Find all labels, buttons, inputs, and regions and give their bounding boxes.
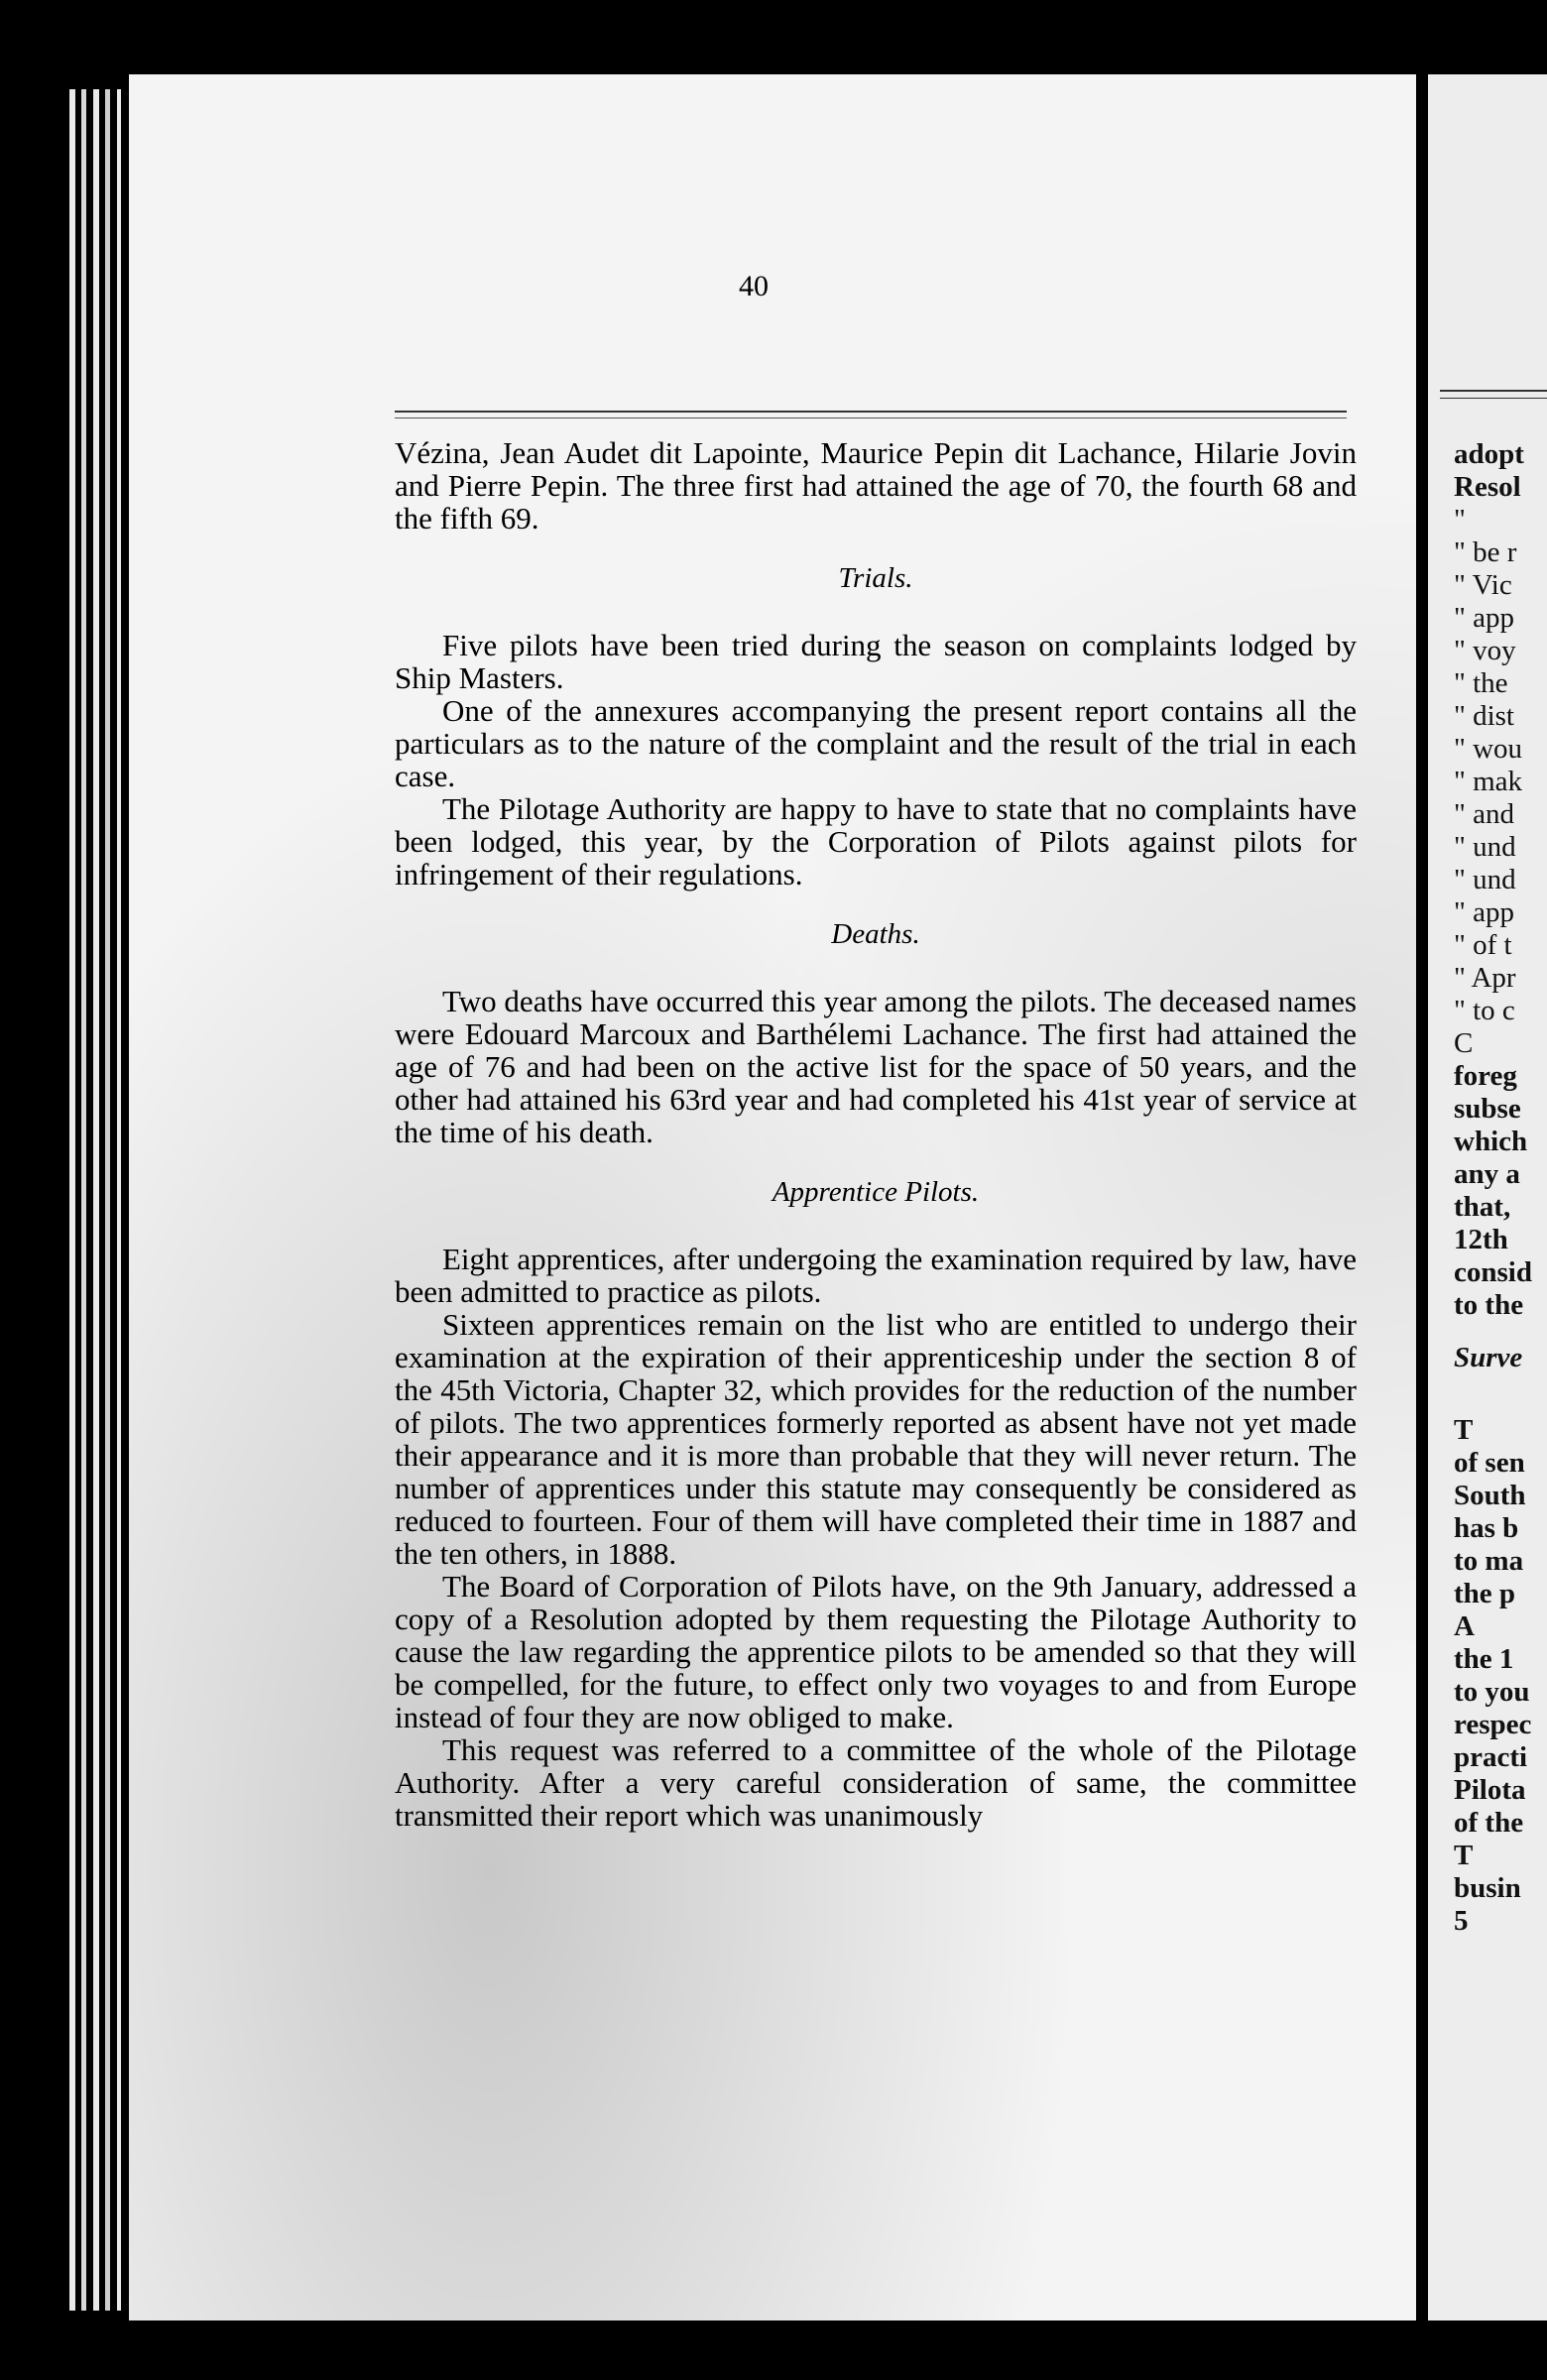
- paragraph: The Board of Corporation of Pilots have, on the 9th January, addressed a copy of a Resolution adopted by them requesting the Pilotage Authority to cause the law regarding the apprentice pilots to be amended so that they will be compelled, for the future, to effect only two voyages to and from Europe instead of four they are now obliged to make.: [395, 1569, 1357, 1734]
- right-page-line: Resol: [1454, 471, 1521, 503]
- page-edge: [81, 89, 86, 2311]
- right-page-line: any a: [1454, 1158, 1520, 1190]
- section-heading-deaths: Deaths.: [831, 918, 920, 950]
- paragraph: Two deaths have occurred this year among the pilots. The deceased names were Edouard Marcoux and Barthélemi Lachance. The first had attained the age of 76 and had been on the active list for the space of 50 years, and the other had attained his 63rd year and had completed his 41st year of service at the time of his death.: [395, 984, 1357, 1149]
- paragraph: Five pilots have been tried during the season on complaints lodged by Ship Masters.: [395, 628, 1357, 695]
- right-page-line: " app: [1454, 896, 1514, 928]
- right-page-line: " wou: [1454, 733, 1523, 765]
- right-page-lines: [1454, 438, 1532, 1938]
- right-page-line: " voy: [1454, 635, 1516, 666]
- section-heading-trials: Trials.: [838, 562, 913, 594]
- right-page-line: to ma: [1454, 1545, 1524, 1577]
- right-page-line: respec: [1454, 1709, 1532, 1740]
- page-edge: [69, 89, 75, 2311]
- book-gutter: [1416, 74, 1428, 2320]
- right-page-line: adopt: [1454, 438, 1524, 470]
- page-edge: [93, 89, 99, 2311]
- right-page-line: Pilota: [1454, 1774, 1526, 1806]
- right-page-line: busin: [1454, 1872, 1521, 1904]
- right-page-line: " to c: [1454, 995, 1515, 1026]
- page-number: 40: [739, 270, 769, 302]
- paragraph: Eight apprentices, after undergoing the examination required by law, have been admitted to practice as pilots.: [395, 1242, 1357, 1309]
- paragraph: One of the annexures accompanying the present report contains all the particulars as to the nature of the complaint and the result of the trial in each case.: [395, 693, 1357, 793]
- right-page-line: 12th: [1454, 1224, 1508, 1255]
- right-page-line: practi: [1454, 1741, 1528, 1773]
- right-page-line: " be r: [1454, 536, 1517, 568]
- header-rule: [1440, 390, 1547, 392]
- right-page-line: of sen: [1454, 1447, 1525, 1479]
- header-rule-thin: [395, 417, 1347, 418]
- page-edge: [105, 89, 110, 2311]
- right-page-line: has b: [1454, 1512, 1519, 1544]
- right-page-fragment: [1428, 74, 1547, 2320]
- paragraph: Sixteen apprentices remain on the list who are entitled to undergo their examination at the expiration of their apprenticeship under the section 8 of the 45th Victoria, Chapter 32, which provides for the reduction of the number of pilots. The two apprentices formerly reported as absent have not yet made their appearance and it is more than probable that they will never return. The number of apprentices under this statute may consequently be considered as reduced to fourteen. Four of them will have completed their time in 1887 and the ten others, in 1888.: [395, 1307, 1357, 1571]
- right-page-line: to the: [1454, 1289, 1524, 1321]
- right-page-line: " the: [1454, 667, 1508, 699]
- right-page-line: " und: [1454, 831, 1516, 863]
- right-page-line: " mak: [1454, 766, 1523, 797]
- right-page-line: " Apr: [1454, 962, 1516, 994]
- right-page-line: " of t: [1454, 929, 1512, 961]
- right-page-line: Surve: [1454, 1342, 1523, 1373]
- paragraph: The Pilotage Authority are happy to have to state that no complaints have been lodged, this year, by the Corporation of Pilots against pilots for infringement of their regulations.: [395, 791, 1357, 892]
- right-page-line: the p: [1454, 1578, 1516, 1609]
- right-page-line: that,: [1454, 1191, 1511, 1223]
- intro-paragraph: Vézina, Jean Audet dit Lapointe, Maurice Pepin dit Lachance, Hilarie Jovin and Pierre Pepin. The three first had attained the age of 70, the fourth 68 and the fifth 69.: [395, 435, 1357, 536]
- right-page-line: " Vic: [1454, 569, 1512, 601]
- right-page-line: foreg: [1454, 1060, 1517, 1092]
- right-page-line: ": [1454, 504, 1466, 536]
- right-page-line: to you: [1454, 1676, 1530, 1708]
- right-page-line: of the: [1454, 1807, 1524, 1839]
- right-page-line: 5: [1454, 1905, 1469, 1937]
- right-page-line: A: [1454, 1610, 1475, 1642]
- page-body: [395, 436, 1357, 1832]
- section-heading-apprentice-pilots: Apprentice Pilots.: [772, 1176, 980, 1208]
- paragraph: This request was referred to a committee of the whole of the Pilotage Authority. After a very careful consideration of same, the committee transmitted their report which was unanimously: [395, 1732, 1357, 1833]
- right-page-line: T: [1454, 1414, 1474, 1446]
- right-page-line: " und: [1454, 864, 1516, 895]
- right-page-line: C: [1454, 1027, 1474, 1059]
- right-page-line: South: [1454, 1480, 1526, 1511]
- right-page-line: which: [1454, 1126, 1528, 1157]
- header-rule: [395, 411, 1347, 413]
- right-page-line: " and: [1454, 798, 1514, 830]
- page-edge: [117, 89, 121, 2311]
- right-page-line: T: [1454, 1840, 1474, 1871]
- right-page-line: " dist: [1454, 700, 1514, 732]
- right-page-line: " app: [1454, 602, 1514, 634]
- right-page-line: consid: [1454, 1256, 1532, 1288]
- right-page-line: subse: [1454, 1093, 1521, 1125]
- header-rule-thin: [1440, 398, 1547, 399]
- right-page-line: the 1: [1454, 1643, 1514, 1675]
